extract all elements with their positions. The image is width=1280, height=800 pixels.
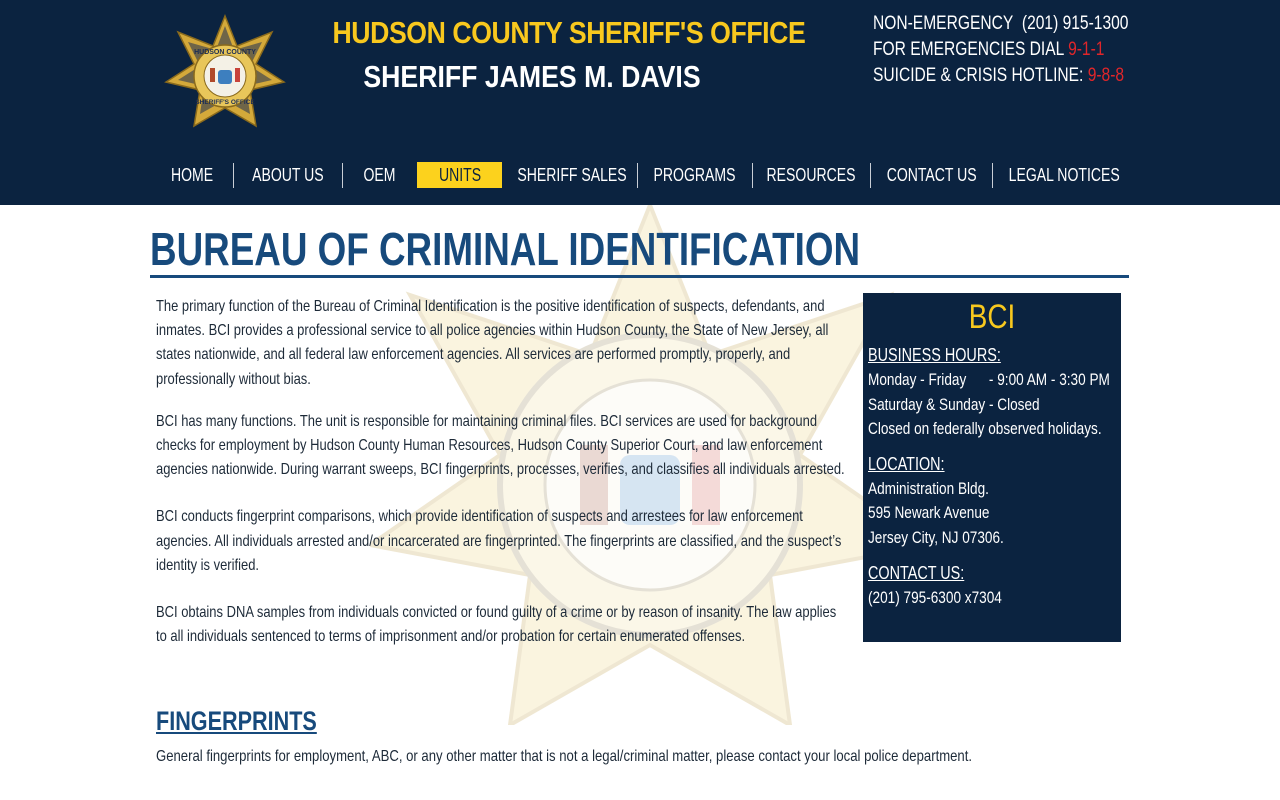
paragraph-functions: BCI has many functions. The unit is responsible for maintaining criminal files. BCI services are used for background checks for employment by Hudson County Human Resources, Hudson County Superior Court, and law enforcement agencies nationwide. During warrant sweeps, BCI fingerprints, processes, verifies, and classifies all individuals arrested. — [156, 412, 845, 479]
location-building: Administration Bldg. — [868, 478, 989, 498]
svg-text:SHERIFF'S OFFICE: SHERIFF'S OFFICE — [195, 99, 255, 106]
emergency-number[interactable]: 9-1-1 — [1068, 39, 1105, 60]
fingerprints-text: General fingerprints for employment, ABC, or any other matter that is not a legal/criminal matter, please contact your local police department. — [156, 748, 973, 765]
agency-name: HUDSON COUNTY SHERIFF'S OFFICE — [332, 15, 806, 50]
site-header — [0, 0, 1280, 205]
main-content — [156, 295, 856, 649]
crisis-label: SUICIDE & CRISIS HOTLINE: — [873, 65, 1084, 86]
header-contacts — [873, 11, 1185, 89]
nav-item-resources[interactable]: RESOURCES — [767, 165, 856, 185]
non-emergency-line — [873, 11, 1128, 37]
emergency-label: FOR EMERGENCIES DIAL — [873, 39, 1064, 60]
nav-item-legal-notices[interactable]: LEGAL NOTICES — [1008, 165, 1120, 185]
nav-item-about-us[interactable]: ABOUT US — [252, 165, 324, 185]
fingerprints-heading: FINGERPRINTS — [156, 706, 317, 736]
nav-item-programs[interactable]: PROGRAMS — [654, 165, 736, 185]
bci-info-panel — [863, 293, 1121, 642]
hours-weekend: Saturday & Sunday - Closed — [868, 394, 1040, 414]
paragraph-dna-samples: BCI obtains DNA samples from individuals convicted or found guilty of a crime or by reason of insanity. The law applies to all individuals sentenced to terms of imprisonment and/or probation for certain enumerated offenses. — [156, 604, 837, 646]
nav-item-contact-us[interactable]: CONTACT US — [886, 165, 977, 185]
nav-item-oem[interactable]: OEM — [363, 165, 396, 185]
non-emergency-number[interactable]: (201) 915-1300 — [1021, 13, 1129, 34]
site-title-block — [300, 12, 806, 100]
main-nav — [150, 162, 1130, 188]
title-underline — [150, 275, 1129, 278]
non-emergency-label: NON-EMERGENCY — [873, 13, 1014, 34]
contact-heading: CONTACT US: — [868, 562, 965, 583]
nav-item-home[interactable]: HOME — [170, 165, 213, 185]
crisis-number[interactable]: 9-8-8 — [1087, 65, 1125, 86]
panel-title: BCI — [968, 298, 1016, 336]
hours-holidays: Closed on federally observed holidays. — [868, 419, 1102, 439]
paragraph-fingerprint-comparisons: BCI conducts fingerprint comparisons, which provide identification of suspects and arrestees for law enforcement agencies. All individuals arrested and/or incarcerated are fingerprinted. The fingerprints are classified, and the suspect’s identity is verified. — [156, 508, 842, 574]
nav-item-units[interactable]: UNITS — [417, 162, 502, 188]
nav-item-sheriff-sales[interactable]: SHERIFF SALES — [517, 165, 627, 185]
location-city: Jersey City, NJ 07306. — [868, 527, 1004, 547]
contact-phone[interactable]: (201) 795-6300 x7304 — [868, 587, 1002, 607]
hours-weekday: Monday - Friday - 9:00 AM - 3:30 PM — [868, 370, 1110, 389]
svg-text:HUDSON COUNTY: HUDSON COUNTY — [194, 49, 256, 56]
location-street: 595 Newark Avenue — [868, 503, 990, 523]
sheriff-star-badge-icon[interactable] — [164, 14, 286, 138]
emergency-line — [873, 37, 1128, 63]
location-heading: LOCATION: — [868, 453, 945, 474]
crisis-line — [873, 63, 1128, 89]
paragraph-primary-function: The primary function of the Bureau of Criminal Identification is the positive identification of suspects, defendants, and inmates. BCI provides a professional service to all police agencies within Hudson County, the State of New Jersey, all states nationwide, and all federal law enforcement agencies. All services are performed promptly, properly, and professionally without bias. — [156, 298, 829, 388]
sheriff-name: SHERIFF JAMES M. DAVIS — [363, 59, 701, 94]
page-title: BUREAU OF CRIMINAL IDENTIFICATION — [150, 223, 861, 275]
business-hours-heading: BUSINESS HOURS: — [868, 345, 1001, 365]
